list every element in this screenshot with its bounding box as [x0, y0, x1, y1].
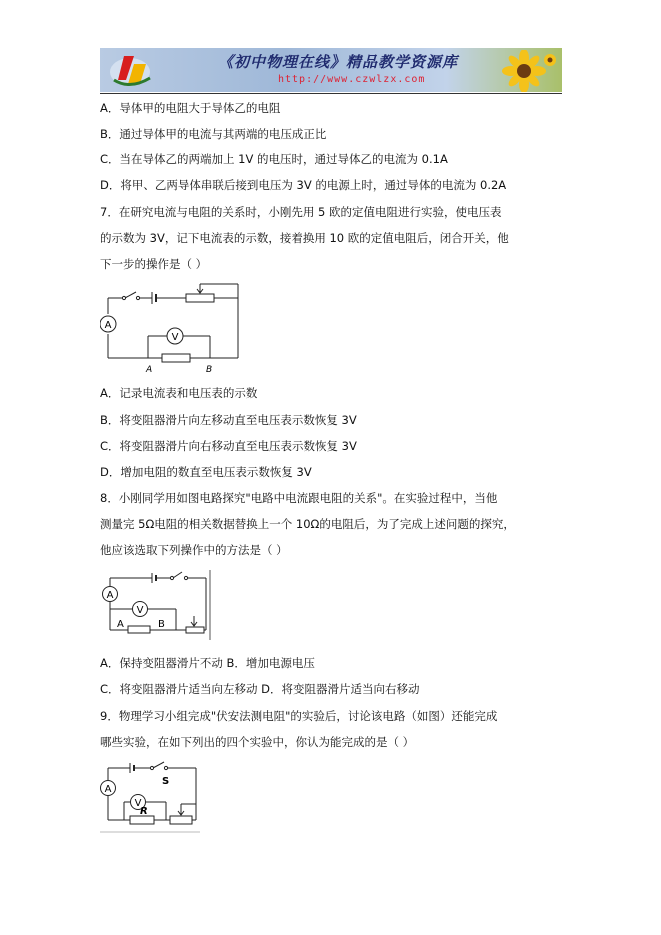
- q7-option-d: D．增加电阻的数直至电压表示数恢复 3V: [100, 465, 312, 479]
- q9-circuit-diagram: [100, 760, 204, 834]
- q7-ammeter-label: A: [104, 320, 112, 331]
- q7-stem-line3: 下一步的操作是（ ）: [100, 257, 208, 271]
- q7-option-c: C．将变阻器滑片向右移动直至电压表示数恢复 3V: [100, 439, 357, 453]
- q8-voltmeter-label: V: [136, 605, 144, 616]
- q7-point-a-label: A: [146, 365, 153, 375]
- sunflower-icon: [494, 50, 558, 92]
- q6-option-b: B．通过导体甲的电流与其两端的电压成正比: [100, 127, 327, 141]
- q8-options-cd: C．将变阻器滑片适当向左移动 D．将变阻器滑片适当向右移动: [100, 682, 420, 696]
- q9-stem-line1: 9．物理学习小组完成"伏安法测电阻"的实验后，讨论该电路（如图）还能完成: [100, 709, 498, 723]
- q7-voltmeter-label: V: [171, 332, 179, 343]
- q8-point-a-label: A: [117, 619, 124, 630]
- logo-icon: [106, 50, 164, 90]
- q9-switch-label: S: [162, 776, 170, 787]
- q8-circuit-diagram: [100, 568, 218, 644]
- q9-resistor-label: R: [140, 806, 148, 817]
- header-rule: [100, 93, 562, 94]
- banner-title: 《初中物理在线》精品教学资源库: [218, 53, 459, 71]
- q8-stem-line2: 测量完 5Ω电阻的相关数据替换上一个 10Ω的电阻后，为了完成上述问题的探究，: [100, 517, 515, 531]
- q9-ammeter-label: A: [104, 784, 112, 795]
- q8-point-b-label: B: [158, 619, 165, 630]
- q6-option-c: C．当在导体乙的两端加上 1V 的电压时，通过导体乙的电流为 0.1A: [100, 152, 448, 166]
- q7-option-a: A．记录电流表和电压表的示数: [100, 386, 258, 400]
- banner-url[interactable]: http://www.czwlzx.com: [278, 74, 426, 85]
- header-banner: [100, 48, 562, 92]
- q8-stem-line1: 8．小刚同学用如图电路探究"电路中电流跟电阻的关系"。在实验过程中，当他: [100, 491, 498, 505]
- q8-ammeter-label: A: [106, 590, 114, 601]
- q8-stem-line3: 他应该选取下列操作中的方法是（ ）: [100, 543, 288, 557]
- q7-circuit-diagram: [100, 280, 242, 376]
- q9-stem-line2: 哪些实验，在如下列出的四个实验中，你认为能完成的是（ ）: [100, 735, 415, 749]
- q7-option-b: B．将变阻器滑片向左移动直至电压表示数恢复 3V: [100, 413, 357, 427]
- q7-point-b-label: B: [206, 365, 213, 375]
- q6-option-d: D．将甲、乙两导体串联后接到电压为 3V 的电源上时，通过导体的电流为 0.2A: [100, 178, 507, 192]
- q7-stem-line2: 的示数为 3V，记下电流表的示数，接着换用 10 欧的定值电阻后，闭合开关，他: [100, 231, 509, 245]
- q9-voltmeter-label: V: [134, 798, 142, 809]
- q6-option-a: A．导体甲的电阻大于导体乙的电阻: [100, 101, 281, 115]
- q8-options-ab: A．保持变阻器滑片不动 B．增加电源电压: [100, 656, 315, 670]
- q7-stem-line1: 7．在研究电流与电阻的关系时，小刚先用 5 欧的定值电阻进行实验，使电压表: [100, 205, 502, 219]
